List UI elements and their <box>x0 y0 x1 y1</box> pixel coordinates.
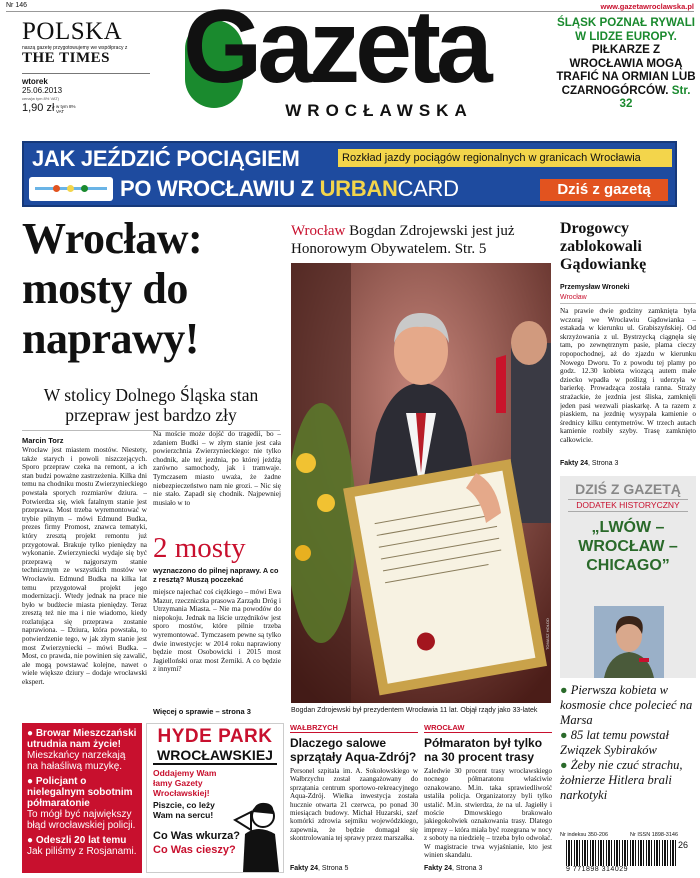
lead-big-caption: wyznaczono do pilnej naprawy. A co z resztą? Muszą poczekać <box>153 566 279 584</box>
lead-author: Marcin Torz <box>22 436 64 445</box>
hyde-park-q1: Co Was wkurza? <box>153 830 240 842</box>
supplement-item[interactable] <box>560 683 696 728</box>
marathon-section: WROCŁAW <box>424 723 552 733</box>
bullet-icon: ● <box>560 683 568 697</box>
bottom-left-item[interactable] <box>27 835 137 857</box>
issue-number: Nr 146 <box>6 2 28 9</box>
masthead-title: Gazeta <box>183 0 488 105</box>
the-times-logo: THE TIMES <box>22 50 111 66</box>
hyde-park-box[interactable] <box>146 723 284 873</box>
right-story-ref[interactable] <box>560 460 618 467</box>
urbancard-banner[interactable] <box>22 141 677 207</box>
barcode-number: 9 771898 314029 <box>566 866 628 873</box>
top-teaser-text: PIŁKARZE Z WROCŁAWIA MOGĄ TRAFIĆ NA ORMIAN LUB CZARNOGÓRCÓW. <box>556 43 696 97</box>
marathon-ref-name: Fakty 24 <box>424 865 453 872</box>
right-story-headline[interactable]: Drogowcy zablokowali Gądowiankę <box>560 220 647 273</box>
price: 1,90 zł <box>22 102 55 114</box>
lead-column-2b: miejsce najechać coś ciężkiego – mówi Ewa Mazur, rzeczniczka prasowa Zarządu Dróg i Utrzymania Miasta. – Nie ma powodów do niepokoju. Jednak na liście urzędników jest sporo mostów, które pilnie trzeba wyremontować. Tymczasem pewne są tylko dwie inwestycje: w 2014 roku naprawiony będzie most Osobowicki i 2015 most Jagielloński oraz most Żerniki. A co będzie z innymi? <box>153 588 281 674</box>
bullet-icon: ● <box>27 835 36 846</box>
bottom-left-item[interactable] <box>27 776 137 831</box>
partner-logo <box>22 20 150 66</box>
bullet-icon: ● <box>560 728 568 742</box>
marathon-text: Zaledwie 30 procent trasy wrocławskiego nocnego półmaratonu właściwie oznakowano. M.in. taka sprawiedliwość ustaliła policja. Organizatorzy byli tylko ustalić. M.in. stwierdza, że na ul. Jagiełły i moście Dmowskiego brakowało jakiegokolwiek oznakowania trasy. Dlatego imprezy – która miała być rozegrana w nocy z soboty na niedzielę – trzeba było odwołać. W magistracie trwa wyjaśnianie, kto jest winien skandalu. <box>424 767 552 860</box>
photo-caption: Bogdan Zdrojewski był prezydentem Wrocławia 11 lat. Objął rządy jako 33-latek <box>291 707 538 714</box>
hyde-park-q2: Co Was cieszy? <box>153 844 236 856</box>
bottom-left-text: Mieszkańcy narzekają na hałaśliwą muzykę. <box>27 750 126 772</box>
hyde-park-title: HYDE PARK <box>157 726 273 747</box>
urbancard-icon <box>29 177 113 201</box>
right-story-ref-name: Fakty 24 <box>560 460 589 467</box>
photo-story-title: Bogdan Zdrojewski jest już Honorowym Obywatelem. Str. 5 <box>291 223 515 257</box>
bottom-left-text: Jak piliśmy z Rosjanami. <box>27 846 137 857</box>
lead-more-link[interactable]: Więcej o sprawie – strona 3 <box>153 707 251 716</box>
bottom-left-item[interactable] <box>27 728 137 772</box>
partner-tagline: naszą gazetę przygotowujemy we współpracy z <box>22 45 128 51</box>
marathon-ref[interactable] <box>424 865 482 872</box>
supplement-item-text: 85 lat temu powstał Związek Sybiraków <box>560 728 669 757</box>
top-teaser-highlight: ŚLĄSK POZNAŁ RYWALI W LIDZE EUROPY. <box>556 16 696 43</box>
supplement-item[interactable] <box>560 758 696 803</box>
lead-column-2: Na moście może dojść do tragedii, bo – zdaniem Budki – w złym stanie jest cała powierzchnia Zwierzynieckiego: nie tylko chodnik, ale też jezdnia, po której jeżdżą zarówno samochody, jak i tramwaje. Tymczasem miasto uważa, że żadne niebezpieczeństwo nam nie grozi. – Nic się nie stało. Zapadł się chodnik. Najpewniej musiało w to <box>153 430 281 507</box>
aqua-text: Personel szpitala im. A. Sokołowskiego w Wałbrzychu został zaangażowany do sprzątania centrum sportowo-rekreacyjnego Aqua-Zdrój. Wielka inwestycja została hucznie otwarta 21 czerwca, po ponad 30 miesiącach budowy. Michał Huzarski, szef komórki zdrowia sejmiku wojewódzkiego, zapewnia, że będzie domagał się skontrolowania tej sprawy przez marszałka. <box>290 767 418 843</box>
supplement-headline: „LWÓW – WROCŁAW – CHICAGO” <box>578 519 678 574</box>
top-teaser-page: Str. 32 <box>619 83 691 110</box>
supplement-photo <box>594 606 664 678</box>
banner-card: CARD <box>397 176 459 201</box>
photo-illustration <box>291 263 551 703</box>
website-link[interactable]: www.gazetawroclawska.pl <box>600 2 694 11</box>
aqua-ref-name: Fakty 24 <box>290 865 319 872</box>
barcode-issue-code: 26 <box>678 840 689 850</box>
right-story-section: Wrocław <box>560 294 587 301</box>
supplement-item[interactable] <box>560 728 696 758</box>
banner-line1: JAK JEŹDZIĆ POCIĄGIEM <box>32 146 300 171</box>
bottom-left-text: To mógł być największy błąd wrocławskiej policji. <box>27 809 136 831</box>
supplement-box[interactable] <box>560 476 696 678</box>
lead-big-number: 2 mosty <box>153 532 246 564</box>
aqua-headline[interactable]: Dlaczego salowe sprzątały Aqua-Zdrój? <box>290 736 417 764</box>
megaphone-man-icon <box>233 784 283 872</box>
supplement-list <box>560 683 696 803</box>
bottom-left-title: Policjant o nielegalnym sobotnim półmaratonie <box>27 776 133 809</box>
banner-line2-prefix: PO WROCŁAWIU Z <box>120 176 320 201</box>
bottom-left-box <box>22 723 142 873</box>
supplement-title: DZIŚ Z GAZETĄ <box>575 481 681 497</box>
price-note: w tym 8% VAT <box>56 104 76 114</box>
masthead <box>183 0 523 120</box>
aqua-ref[interactable] <box>290 865 348 872</box>
lead-subhead: W stolicy Dolnego Śląska stan przepraw jest bardzo zły <box>43 385 259 425</box>
date: 25.06.2013 <box>22 86 63 95</box>
date-day: wtorek <box>22 77 48 86</box>
bullet-icon: ● <box>27 728 36 739</box>
banner-urban: URBAN <box>319 176 398 201</box>
masthead-subtitle: WROCŁAWSKA <box>285 101 473 120</box>
index-number: Nr indeksu 350-206 <box>560 832 609 838</box>
lead-headline[interactable]: Wrocław: mosty do naprawy! <box>22 214 203 363</box>
bottom-left-title: Odeszli 20 lat temu <box>35 835 127 846</box>
aqua-ref-page: , Strona 5 <box>318 865 349 872</box>
banner-schedule: Rozkład jazdy pociągów regionalnych w granicach Wrocławia <box>338 149 672 167</box>
top-teaser[interactable] <box>556 16 696 111</box>
photo-credit: TOMASZ HOŁOD <box>545 618 550 650</box>
polska-logo: POLSKA <box>22 18 123 45</box>
vat-note: cena(w tym 8% VAT) <box>22 96 59 101</box>
photo-story-headline[interactable] <box>291 222 551 258</box>
photo-story-kicker: Wrocław <box>291 223 346 239</box>
hyde-park-text2: Piszcie, co leży Wam na sercu! <box>153 800 215 820</box>
bullet-icon: ● <box>27 776 36 787</box>
marathon-ref-page: , Strona 3 <box>452 865 483 872</box>
right-story-ref-page: , Strona 3 <box>588 460 619 467</box>
barcode-icon <box>566 840 676 866</box>
right-story-author: Przemysław Wroneki <box>560 284 630 291</box>
banner-line2 <box>120 176 459 202</box>
supplement-item-text: Pierwsza kobieta w kosmosie chce polecieć na Marsa <box>560 683 693 727</box>
aqua-section: WAŁBRZYCH <box>290 723 418 733</box>
right-story-text: Na prawie dwie godziny zamknięta była wczoraj we Wrocławiu Gądowianka – estakada w kierunku ul. Grabiszyńskiej. Od skrzyżowania z ul. Bystrzycką ciągnęła się tam, po zewnętrznym pasie, plama cieczy ropopochodnej, aż do zjazdu w kierunku Nowego Dworu. To z powodu tej plamy po godz. 12.30 kobieta wiozącą autem małe dziecko wpadła w poślizg i uderzyła w barierkę. Prowadząca została ranna. Straży strażackie, że jezdnia jest śliska, zamknięli jeden pasi wezwali piaskarkę. A ta razem z piaskiem, na jezdnię wysypała kamienie o średnicy kilku centymetrów. W trzech autach kamienie rozbiły szyby. Trasę zamknięto całkowicie. <box>560 307 696 444</box>
cosmonaut-photo <box>594 606 664 678</box>
marathon-headline[interactable]: Półmaraton był tylko na 30 procent trasy <box>424 736 543 764</box>
hyde-park-text1: Oddajemy Wam łamy Gazety Wrocławskiej! <box>153 768 217 798</box>
issn-number: Nr ISSN 1898-3146 <box>630 832 678 838</box>
bullet-icon: ● <box>560 758 568 772</box>
bottom-left-title: Browar Mieszczański utrudnia nam życie! <box>27 728 137 750</box>
banner-today-button[interactable]: Dziś z gazetą <box>540 179 668 201</box>
hyde-park-subtitle: WROCŁAWSKIEJ <box>153 747 277 765</box>
supplement-subtitle: DODATEK HISTORYCZNY <box>568 499 688 512</box>
supplement-item-text: Żeby nie czuć strachu, żołnierze Hitlera brali narkotyki <box>560 758 683 802</box>
photo-zdrojewski <box>291 263 551 703</box>
lead-column-1: Wrocław jest miastem mostów. Niestety, także starych i powoli niszczejących. Sporo przepraw czeka na remont, a ich stan budzi poważne zastrzeżenia. Kilka dni temu na chodniku mostu Zwierzynieckiego powstała sporych rozmiarów dziura. – Potwierdza się, wiek fatalnym stanie jest przeprawa. Most trzeba wyremontować w trybie pilnym – mówi Edmund Budka, prezes firmy Promost, znawca tematyki, który zresztą projekt remontu już przygotował. Brakuje tylko pieniędzy na wykonanie. Zwierzyniecki wydaje się być przeprawą w najgorszym stanie technicznym ze wszystkich mostów we Wrocławiu. Edmund Budka na kilka lat temu przygotował projekt jego modernizacji. Wtedy jednak na prace nie było w budżecie miasta pieniędzy. Teraz zresztą też nie ma i nie wiadomo, kiedy rozlatująca się przeprawa zostanie naprawiona. – Dziura, która powstała, to potwierdzenie tego, w jak złym stanie jest most Zwierzyniecki – mówi Budka. – Most, co prawda, nie powinien się zawalić, ale mogą powstawać kolejne, nawet o wiele większe dziury – dodaje wrocławski ekspert. <box>22 446 147 687</box>
